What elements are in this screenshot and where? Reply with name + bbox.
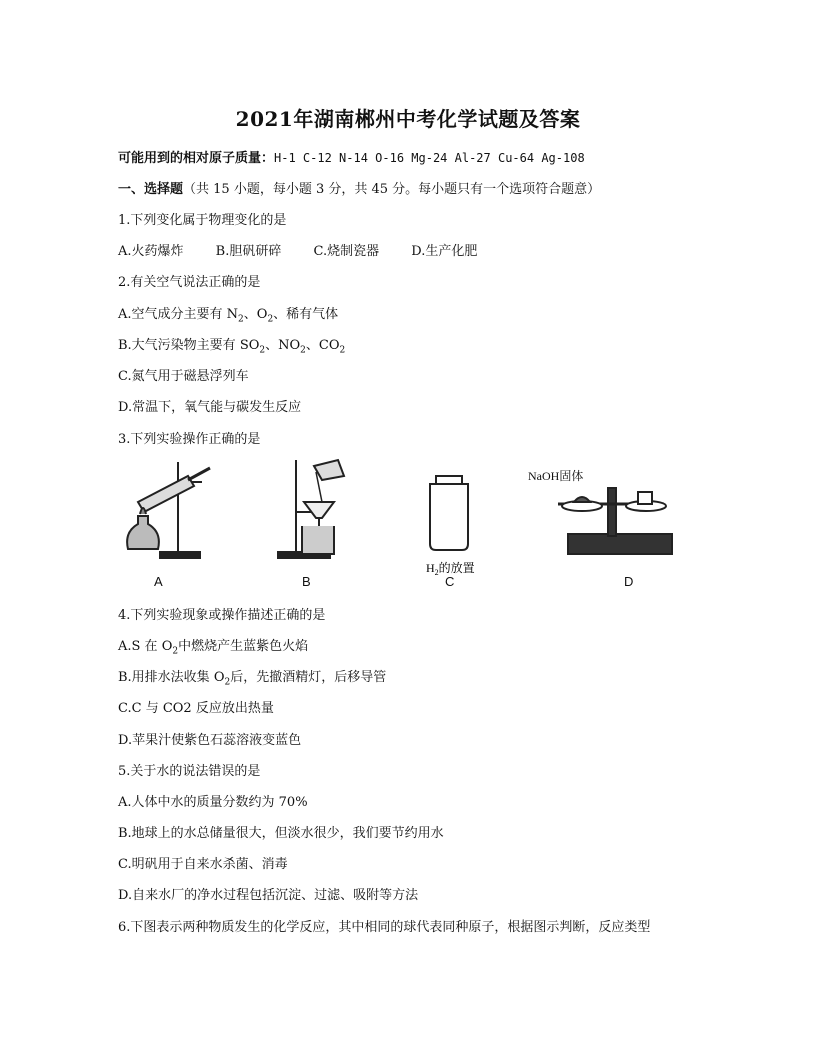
- atomic-masses-line: [118, 147, 585, 166]
- c-caption-text: $H_2$的放置: [426, 561, 475, 577]
- figure-label-b: B: [302, 574, 311, 589]
- q6-stem: 6.下图表示两种物质发生的化学反应，其中相同的球代表同种原子，根据图示判断，反应类型: [118, 920, 651, 935]
- q2-stem: 2.有关空气说法正确的是: [118, 275, 261, 290]
- q4-option-b: B.用排水法收集 $O_2$后，先撤酒精灯，后移导管: [118, 670, 387, 688]
- section-heading: [118, 178, 600, 197]
- q5-option-c: C.明矾用于自来水杀菌、消毒: [118, 857, 288, 872]
- page-title: 2021年湖南郴州中考化学试题及答案: [235, 107, 581, 131]
- q2-option-d: D.常温下，氧气能与碳发生反应: [118, 400, 302, 415]
- q5-option-a: A.人体中水的质量分数约为 70%: [118, 795, 308, 810]
- q1-stem: 1.下列变化属于物理变化的是: [118, 213, 287, 228]
- apparatus-b-icon: [278, 460, 344, 558]
- apparatus-d-icon: [528, 468, 672, 554]
- q4-stem: 4.下列实验现象或操作描述正确的是: [118, 608, 326, 623]
- q1-options: [118, 240, 505, 259]
- q3-figure: [118, 454, 698, 594]
- q4-option-d: D.苹果汁使紫色石蕊溶液变蓝色: [118, 733, 302, 748]
- d-caption-text: NaOH固体: [528, 469, 584, 483]
- section-title: 一、选择题: [118, 182, 184, 197]
- q5-stem: 5.关于水的说法错误的是: [118, 764, 261, 779]
- atomic-masses-label: 可能用到的相对原子质量：: [118, 151, 275, 166]
- q4-option-a: A.S 在 $O_2$中燃烧产生蓝紫色火焰: [118, 639, 309, 657]
- q1-option-c: C.烧制瓷器: [313, 244, 380, 259]
- q1-option-b: B.胆矾研碎: [215, 244, 282, 259]
- q1-option-d: D.生产化肥: [411, 244, 478, 259]
- q1-option-a: A.火药爆炸: [118, 244, 184, 259]
- section-note: （共 15 小题，每小题 3 分，共 45 分。每小题只有一个选项符合题意）: [183, 182, 601, 197]
- q2-option-a: A.空气成分主要有 $N_2$、$O_2$、稀有气体: [118, 307, 339, 325]
- lab-apparatus-illustration: [118, 454, 698, 594]
- q2-option-c: C.氮气用于磁悬浮列车: [118, 369, 249, 384]
- figure-label-c: C: [445, 574, 455, 589]
- atomic-masses-values: H-1 C-12 N-14 O-16 Mg-24 Al-27 Cu-64 Ag-108: [274, 151, 585, 165]
- figure-label-d: D: [624, 574, 634, 589]
- q2-option-b: B.大气污染物主要有 $SO_2$、$NO_2$、$CO_2$: [118, 338, 346, 356]
- q5-option-b: B.地球上的水总储量很大，但淡水很少，我们要节约用水: [118, 826, 444, 841]
- apparatus-c-icon: [430, 476, 468, 550]
- q4-option-c: C.C 与 CO2 反应放出热量: [118, 701, 274, 716]
- apparatus-a-icon: [127, 462, 210, 558]
- q5-option-d: D.自来水厂的净水过程包括沉淀、过滤、吸附等方法: [118, 888, 419, 903]
- q3-stem: 3.下列实验操作正确的是: [118, 432, 261, 447]
- figure-label-a: A: [154, 574, 163, 589]
